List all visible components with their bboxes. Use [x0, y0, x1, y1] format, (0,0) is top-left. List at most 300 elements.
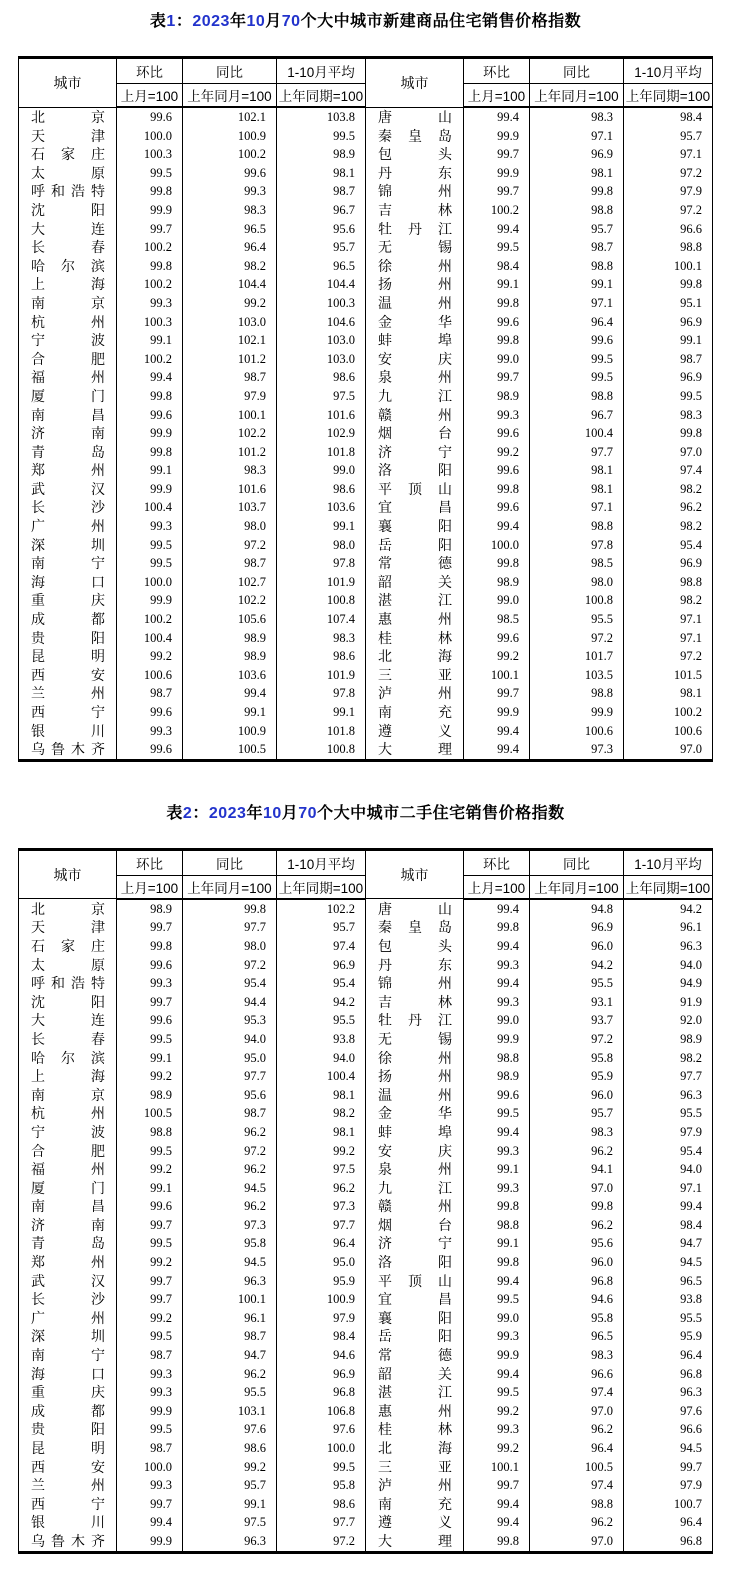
city-name: 金 华 [366, 1104, 464, 1123]
avg-value: 98.9 [277, 145, 366, 164]
mom-value: 99.7 [464, 684, 530, 703]
col-header-mom: 环比 [464, 58, 530, 84]
city-name: 青 岛 [19, 443, 117, 462]
city-name: 昆 明 [19, 647, 117, 666]
mom-value: 98.8 [464, 1049, 530, 1068]
yoy-value: 96.2 [530, 1513, 624, 1532]
city-name: 杭 州 [19, 313, 117, 332]
city-name: 三 亚 [366, 1458, 464, 1477]
mom-value: 99.9 [117, 1402, 183, 1421]
avg-value: 97.1 [624, 145, 713, 164]
mom-value: 99.3 [117, 974, 183, 993]
mom-value: 98.7 [117, 1439, 183, 1458]
avg-value: 101.8 [277, 722, 366, 741]
city-name: 蚌 埠 [366, 1123, 464, 1142]
mom-value: 99.5 [117, 554, 183, 573]
mom-value: 99.4 [464, 722, 530, 741]
table-row [19, 1476, 713, 1495]
city-name: 武 汉 [19, 480, 117, 499]
yoy-value: 94.6 [530, 1290, 624, 1309]
yoy-value: 96.3 [183, 1272, 277, 1291]
table-row [19, 1049, 713, 1068]
avg-value: 97.9 [277, 1309, 366, 1328]
city-name: 洛 阳 [366, 461, 464, 480]
yoy-value: 100.8 [530, 591, 624, 610]
mom-value: 98.8 [464, 1216, 530, 1235]
yoy-value: 97.8 [530, 536, 624, 555]
city-name: 惠 州 [366, 610, 464, 629]
col-subheader-yoy-base: 上年同月=100 [530, 875, 624, 899]
mom-value: 100.0 [464, 536, 530, 555]
city-name: 宁 波 [19, 331, 117, 350]
yoy-value: 99.8 [183, 899, 277, 919]
yoy-value: 96.2 [183, 1160, 277, 1179]
yoy-value: 99.1 [530, 275, 624, 294]
yoy-value: 104.4 [183, 275, 277, 294]
mom-value: 99.8 [464, 294, 530, 313]
city-name: 九 江 [366, 1179, 464, 1198]
mom-value: 98.9 [117, 899, 183, 919]
yoy-value: 97.7 [183, 1067, 277, 1086]
city-name: 徐 州 [366, 257, 464, 276]
mom-value: 99.6 [117, 1197, 183, 1216]
yoy-value: 96.4 [530, 313, 624, 332]
yoy-value: 99.2 [183, 294, 277, 313]
city-name: 牡 丹 江 [366, 220, 464, 239]
mom-value: 99.0 [464, 1309, 530, 1328]
table1-title: 表1：2023年10月70个大中城市新建商品住宅销售价格指数 [149, 13, 582, 30]
yoy-value: 100.5 [530, 1458, 624, 1477]
yoy-value: 97.0 [530, 1402, 624, 1421]
yoy-value: 97.5 [183, 1513, 277, 1532]
avg-value: 97.0 [624, 443, 713, 462]
col-header-mom: 环比 [117, 58, 183, 84]
city-name: 金 华 [366, 313, 464, 332]
table2-header [19, 849, 713, 899]
yoy-value: 100.2 [183, 145, 277, 164]
mom-value: 99.4 [464, 1495, 530, 1514]
col-header-mom: 环比 [117, 849, 183, 875]
avg-value: 95.4 [277, 974, 366, 993]
avg-value: 99.1 [277, 703, 366, 722]
avg-value: 101.5 [624, 666, 713, 685]
table-row [19, 127, 713, 146]
city-name: 三 亚 [366, 666, 464, 685]
mom-value: 99.4 [464, 937, 530, 956]
mom-value: 99.2 [464, 1439, 530, 1458]
avg-value: 99.5 [277, 127, 366, 146]
city-name: 泉 州 [366, 368, 464, 387]
mom-value: 99.5 [464, 1290, 530, 1309]
yoy-value: 97.2 [183, 956, 277, 975]
avg-value: 96.8 [277, 1383, 366, 1402]
table-row [19, 1067, 713, 1086]
yoy-value: 97.4 [530, 1383, 624, 1402]
yoy-value: 99.8 [530, 1197, 624, 1216]
mom-value: 100.4 [117, 629, 183, 648]
table-row [19, 629, 713, 648]
avg-value: 99.5 [624, 387, 713, 406]
mom-value: 99.8 [117, 937, 183, 956]
city-name: 杭 州 [19, 1104, 117, 1123]
table-row [19, 164, 713, 183]
mom-value: 99.9 [117, 591, 183, 610]
col-header-avg: 1-10月平均 [277, 58, 366, 84]
mom-value: 100.2 [117, 610, 183, 629]
yoy-value: 102.7 [183, 573, 277, 592]
mom-value: 98.4 [464, 257, 530, 276]
yoy-value: 96.1 [183, 1309, 277, 1328]
table-row [19, 424, 713, 443]
mom-value: 99.3 [117, 517, 183, 536]
avg-value: 98.6 [277, 1495, 366, 1514]
city-name: 沈 阳 [19, 993, 117, 1012]
yoy-value: 95.6 [530, 1234, 624, 1253]
yoy-value: 100.1 [183, 1290, 277, 1309]
yoy-value: 98.1 [530, 480, 624, 499]
avg-value: 103.0 [277, 331, 366, 350]
mom-value: 99.7 [464, 1476, 530, 1495]
avg-value: 95.5 [624, 1309, 713, 1328]
table-row [19, 517, 713, 536]
mom-value: 98.9 [117, 1086, 183, 1105]
yoy-value: 98.8 [530, 517, 624, 536]
yoy-value: 99.1 [183, 1495, 277, 1514]
avg-value: 100.4 [277, 1067, 366, 1086]
city-name: 武 汉 [19, 1272, 117, 1291]
city-name: 长 沙 [19, 1290, 117, 1309]
yoy-value: 96.2 [530, 1420, 624, 1439]
city-name: 赣 州 [366, 1197, 464, 1216]
yoy-value: 97.2 [183, 1142, 277, 1161]
yoy-value: 97.2 [530, 629, 624, 648]
avg-value: 96.4 [624, 1513, 713, 1532]
yoy-value: 99.8 [530, 182, 624, 201]
avg-value: 96.9 [277, 956, 366, 975]
table-row [19, 573, 713, 592]
table-row [19, 722, 713, 741]
avg-value: 96.8 [624, 1365, 713, 1384]
mom-value: 99.3 [464, 406, 530, 425]
yoy-value: 95.9 [530, 1067, 624, 1086]
avg-value: 98.1 [277, 164, 366, 183]
mom-value: 99.7 [117, 1272, 183, 1291]
avg-value: 103.6 [277, 498, 366, 517]
mom-value: 99.4 [464, 740, 530, 760]
city-name: 宜 昌 [366, 1290, 464, 1309]
city-name: 深 圳 [19, 1327, 117, 1346]
city-name: 太 原 [19, 956, 117, 975]
col-subheader-mom-base: 上月=100 [117, 84, 183, 108]
table-row [19, 331, 713, 350]
avg-value: 98.9 [624, 1030, 713, 1049]
city-name: 深 圳 [19, 536, 117, 555]
mom-value: 99.8 [117, 257, 183, 276]
mom-value: 99.3 [464, 1142, 530, 1161]
table-row [19, 1439, 713, 1458]
avg-value: 99.8 [624, 275, 713, 294]
yoy-value: 98.8 [530, 387, 624, 406]
city-name: 泸 州 [366, 684, 464, 703]
city-name: 扬 州 [366, 1067, 464, 1086]
yoy-value: 97.6 [183, 1420, 277, 1439]
city-name: 天 津 [19, 127, 117, 146]
yoy-value: 102.2 [183, 591, 277, 610]
avg-value: 98.3 [624, 406, 713, 425]
avg-value: 98.6 [277, 647, 366, 666]
mom-value: 100.1 [464, 1458, 530, 1477]
mom-value: 99.5 [464, 1104, 530, 1123]
yoy-value: 94.1 [530, 1160, 624, 1179]
table-row [19, 1253, 713, 1272]
yoy-value: 98.6 [183, 1439, 277, 1458]
mom-value: 99.8 [464, 554, 530, 573]
yoy-value: 98.9 [183, 629, 277, 648]
mom-value: 99.2 [117, 1309, 183, 1328]
avg-value: 96.2 [277, 1179, 366, 1198]
city-name: 大 理 [366, 740, 464, 760]
avg-value: 93.8 [277, 1030, 366, 1049]
avg-value: 101.9 [277, 573, 366, 592]
mom-value: 99.6 [464, 498, 530, 517]
table1-body [19, 107, 713, 760]
city-name: 烟 台 [366, 1216, 464, 1235]
table-row [19, 1290, 713, 1309]
mom-value: 99.5 [117, 1234, 183, 1253]
city-name: 韶 关 [366, 1365, 464, 1384]
mom-value: 99.4 [464, 974, 530, 993]
yoy-value: 96.9 [530, 918, 624, 937]
avg-value: 95.9 [277, 1272, 366, 1291]
city-name: 石 家 庄 [19, 145, 117, 164]
city-name: 贵 阳 [19, 1420, 117, 1439]
mom-value: 98.7 [117, 684, 183, 703]
city-name: 北 京 [19, 107, 117, 127]
avg-value: 99.1 [624, 331, 713, 350]
mom-value: 99.9 [464, 164, 530, 183]
city-name: 长 春 [19, 238, 117, 257]
avg-value: 101.9 [277, 666, 366, 685]
city-name: 韶 关 [366, 573, 464, 592]
mom-value: 99.7 [464, 182, 530, 201]
city-name: 合 肥 [19, 350, 117, 369]
avg-value: 96.3 [624, 937, 713, 956]
table-row [19, 1160, 713, 1179]
table-row [19, 740, 713, 760]
table-row [19, 1495, 713, 1514]
col-header-yoy: 同比 [530, 58, 624, 84]
table-row [19, 1142, 713, 1161]
mom-value: 98.8 [117, 1123, 183, 1142]
avg-value: 100.8 [277, 591, 366, 610]
avg-value: 102.2 [277, 899, 366, 919]
yoy-value: 102.1 [183, 331, 277, 350]
avg-value: 97.6 [277, 1420, 366, 1439]
yoy-value: 97.7 [530, 443, 624, 462]
mom-value: 99.6 [117, 1011, 183, 1030]
table-row [19, 257, 713, 276]
table-row [19, 107, 713, 127]
yoy-value: 98.3 [183, 201, 277, 220]
avg-value: 98.0 [277, 536, 366, 555]
city-name: 遵 义 [366, 1513, 464, 1532]
mom-value: 99.3 [117, 722, 183, 741]
yoy-value: 95.7 [183, 1476, 277, 1495]
mom-value: 99.4 [117, 1513, 183, 1532]
city-name: 锦 州 [366, 974, 464, 993]
col-subheader-avg-base: 上年同期=100 [277, 84, 366, 108]
mom-value: 99.6 [117, 107, 183, 127]
yoy-value: 103.7 [183, 498, 277, 517]
yoy-value: 99.5 [530, 350, 624, 369]
mom-value: 99.8 [464, 480, 530, 499]
yoy-value: 102.2 [183, 424, 277, 443]
mom-value: 99.8 [117, 443, 183, 462]
table-row [19, 201, 713, 220]
yoy-value: 96.4 [530, 1439, 624, 1458]
city-name: 大 连 [19, 1011, 117, 1030]
mom-value: 99.6 [117, 740, 183, 760]
avg-value: 98.1 [624, 684, 713, 703]
yoy-value: 100.4 [530, 424, 624, 443]
avg-value: 98.4 [624, 1216, 713, 1235]
yoy-value: 98.0 [530, 573, 624, 592]
city-name: 合 肥 [19, 1142, 117, 1161]
avg-value: 101.6 [277, 406, 366, 425]
avg-value: 100.9 [277, 1290, 366, 1309]
avg-value: 97.2 [277, 1532, 366, 1552]
mom-value: 100.2 [464, 201, 530, 220]
avg-value: 98.4 [624, 107, 713, 127]
city-name: 平 顶 山 [366, 1272, 464, 1291]
table-row [19, 918, 713, 937]
avg-value: 99.1 [277, 517, 366, 536]
city-name: 惠 州 [366, 1402, 464, 1421]
yoy-value: 99.6 [530, 331, 624, 350]
mom-value: 100.5 [117, 1104, 183, 1123]
table-row [19, 1513, 713, 1532]
city-name: 丹 东 [366, 164, 464, 183]
avg-value: 93.8 [624, 1290, 713, 1309]
city-name: 大 连 [19, 220, 117, 239]
yoy-value: 94.4 [183, 993, 277, 1012]
table2-body [19, 899, 713, 1552]
avg-value: 98.6 [277, 480, 366, 499]
yoy-value: 96.2 [183, 1365, 277, 1384]
avg-value: 98.2 [624, 480, 713, 499]
mom-value: 99.3 [464, 993, 530, 1012]
table-row [19, 350, 713, 369]
col-subheader-mom-base: 上月=100 [464, 84, 530, 108]
mom-value: 99.9 [117, 480, 183, 499]
avg-value: 94.5 [624, 1253, 713, 1272]
avg-value: 99.4 [624, 1197, 713, 1216]
yoy-value: 99.2 [183, 1458, 277, 1477]
table-row [19, 974, 713, 993]
yoy-value: 98.0 [183, 937, 277, 956]
city-name: 牡 丹 江 [366, 1011, 464, 1030]
avg-value: 97.1 [624, 629, 713, 648]
mom-value: 100.0 [117, 127, 183, 146]
yoy-value: 95.7 [530, 1104, 624, 1123]
yoy-value: 99.6 [183, 164, 277, 183]
city-name: 重 庆 [19, 1383, 117, 1402]
mom-value: 99.5 [117, 536, 183, 555]
yoy-value: 105.6 [183, 610, 277, 629]
avg-value: 107.4 [277, 610, 366, 629]
yoy-value: 98.2 [183, 257, 277, 276]
mom-value: 99.5 [117, 1420, 183, 1439]
city-name: 无 锡 [366, 238, 464, 257]
avg-value: 97.2 [624, 201, 713, 220]
yoy-value: 98.8 [530, 201, 624, 220]
mom-value: 99.2 [464, 1402, 530, 1421]
city-name: 郑 州 [19, 461, 117, 480]
yoy-value: 103.6 [183, 666, 277, 685]
avg-value: 98.8 [624, 238, 713, 257]
col-header-city: 城市 [19, 58, 117, 108]
avg-value: 100.1 [624, 257, 713, 276]
yoy-value: 100.9 [183, 127, 277, 146]
avg-value: 95.5 [277, 1011, 366, 1030]
yoy-value: 96.2 [530, 1216, 624, 1235]
city-name: 蚌 埠 [366, 331, 464, 350]
yoy-value: 98.7 [183, 554, 277, 573]
mom-value: 100.0 [117, 573, 183, 592]
yoy-value: 97.3 [183, 1216, 277, 1235]
city-name: 南 京 [19, 1086, 117, 1105]
yoy-value: 98.7 [183, 1327, 277, 1346]
avg-value: 94.2 [624, 899, 713, 919]
table-row [19, 703, 713, 722]
city-name: 南 昌 [19, 406, 117, 425]
mom-value: 99.4 [464, 517, 530, 536]
yoy-value: 94.7 [183, 1346, 277, 1365]
yoy-value: 98.9 [183, 647, 277, 666]
yoy-value: 95.8 [530, 1309, 624, 1328]
mom-value: 100.3 [117, 313, 183, 332]
city-name: 大 理 [366, 1532, 464, 1552]
mom-value: 99.6 [464, 461, 530, 480]
table-row [19, 313, 713, 332]
avg-value: 97.1 [624, 1179, 713, 1198]
mom-value: 99.3 [117, 1365, 183, 1384]
avg-value: 94.5 [624, 1439, 713, 1458]
yoy-value: 98.5 [530, 554, 624, 573]
city-name: 成 都 [19, 610, 117, 629]
city-name: 沈 阳 [19, 201, 117, 220]
table-row [19, 610, 713, 629]
mom-value: 99.4 [117, 368, 183, 387]
col-header-mom: 环比 [464, 849, 530, 875]
city-name: 厦 门 [19, 1179, 117, 1198]
yoy-value: 95.7 [530, 220, 624, 239]
table-row [19, 1327, 713, 1346]
mom-value: 98.9 [464, 573, 530, 592]
avg-value: 96.4 [624, 1346, 713, 1365]
avg-value: 96.4 [277, 1234, 366, 1253]
yoy-value: 96.4 [183, 238, 277, 257]
city-name: 南 充 [366, 1495, 464, 1514]
avg-value: 97.8 [277, 554, 366, 573]
city-name: 兰 州 [19, 684, 117, 703]
table-row [19, 294, 713, 313]
yoy-value: 96.9 [530, 145, 624, 164]
avg-value: 104.4 [277, 275, 366, 294]
mom-value: 99.6 [117, 956, 183, 975]
mom-value: 99.9 [464, 1030, 530, 1049]
mom-value: 99.4 [464, 107, 530, 127]
